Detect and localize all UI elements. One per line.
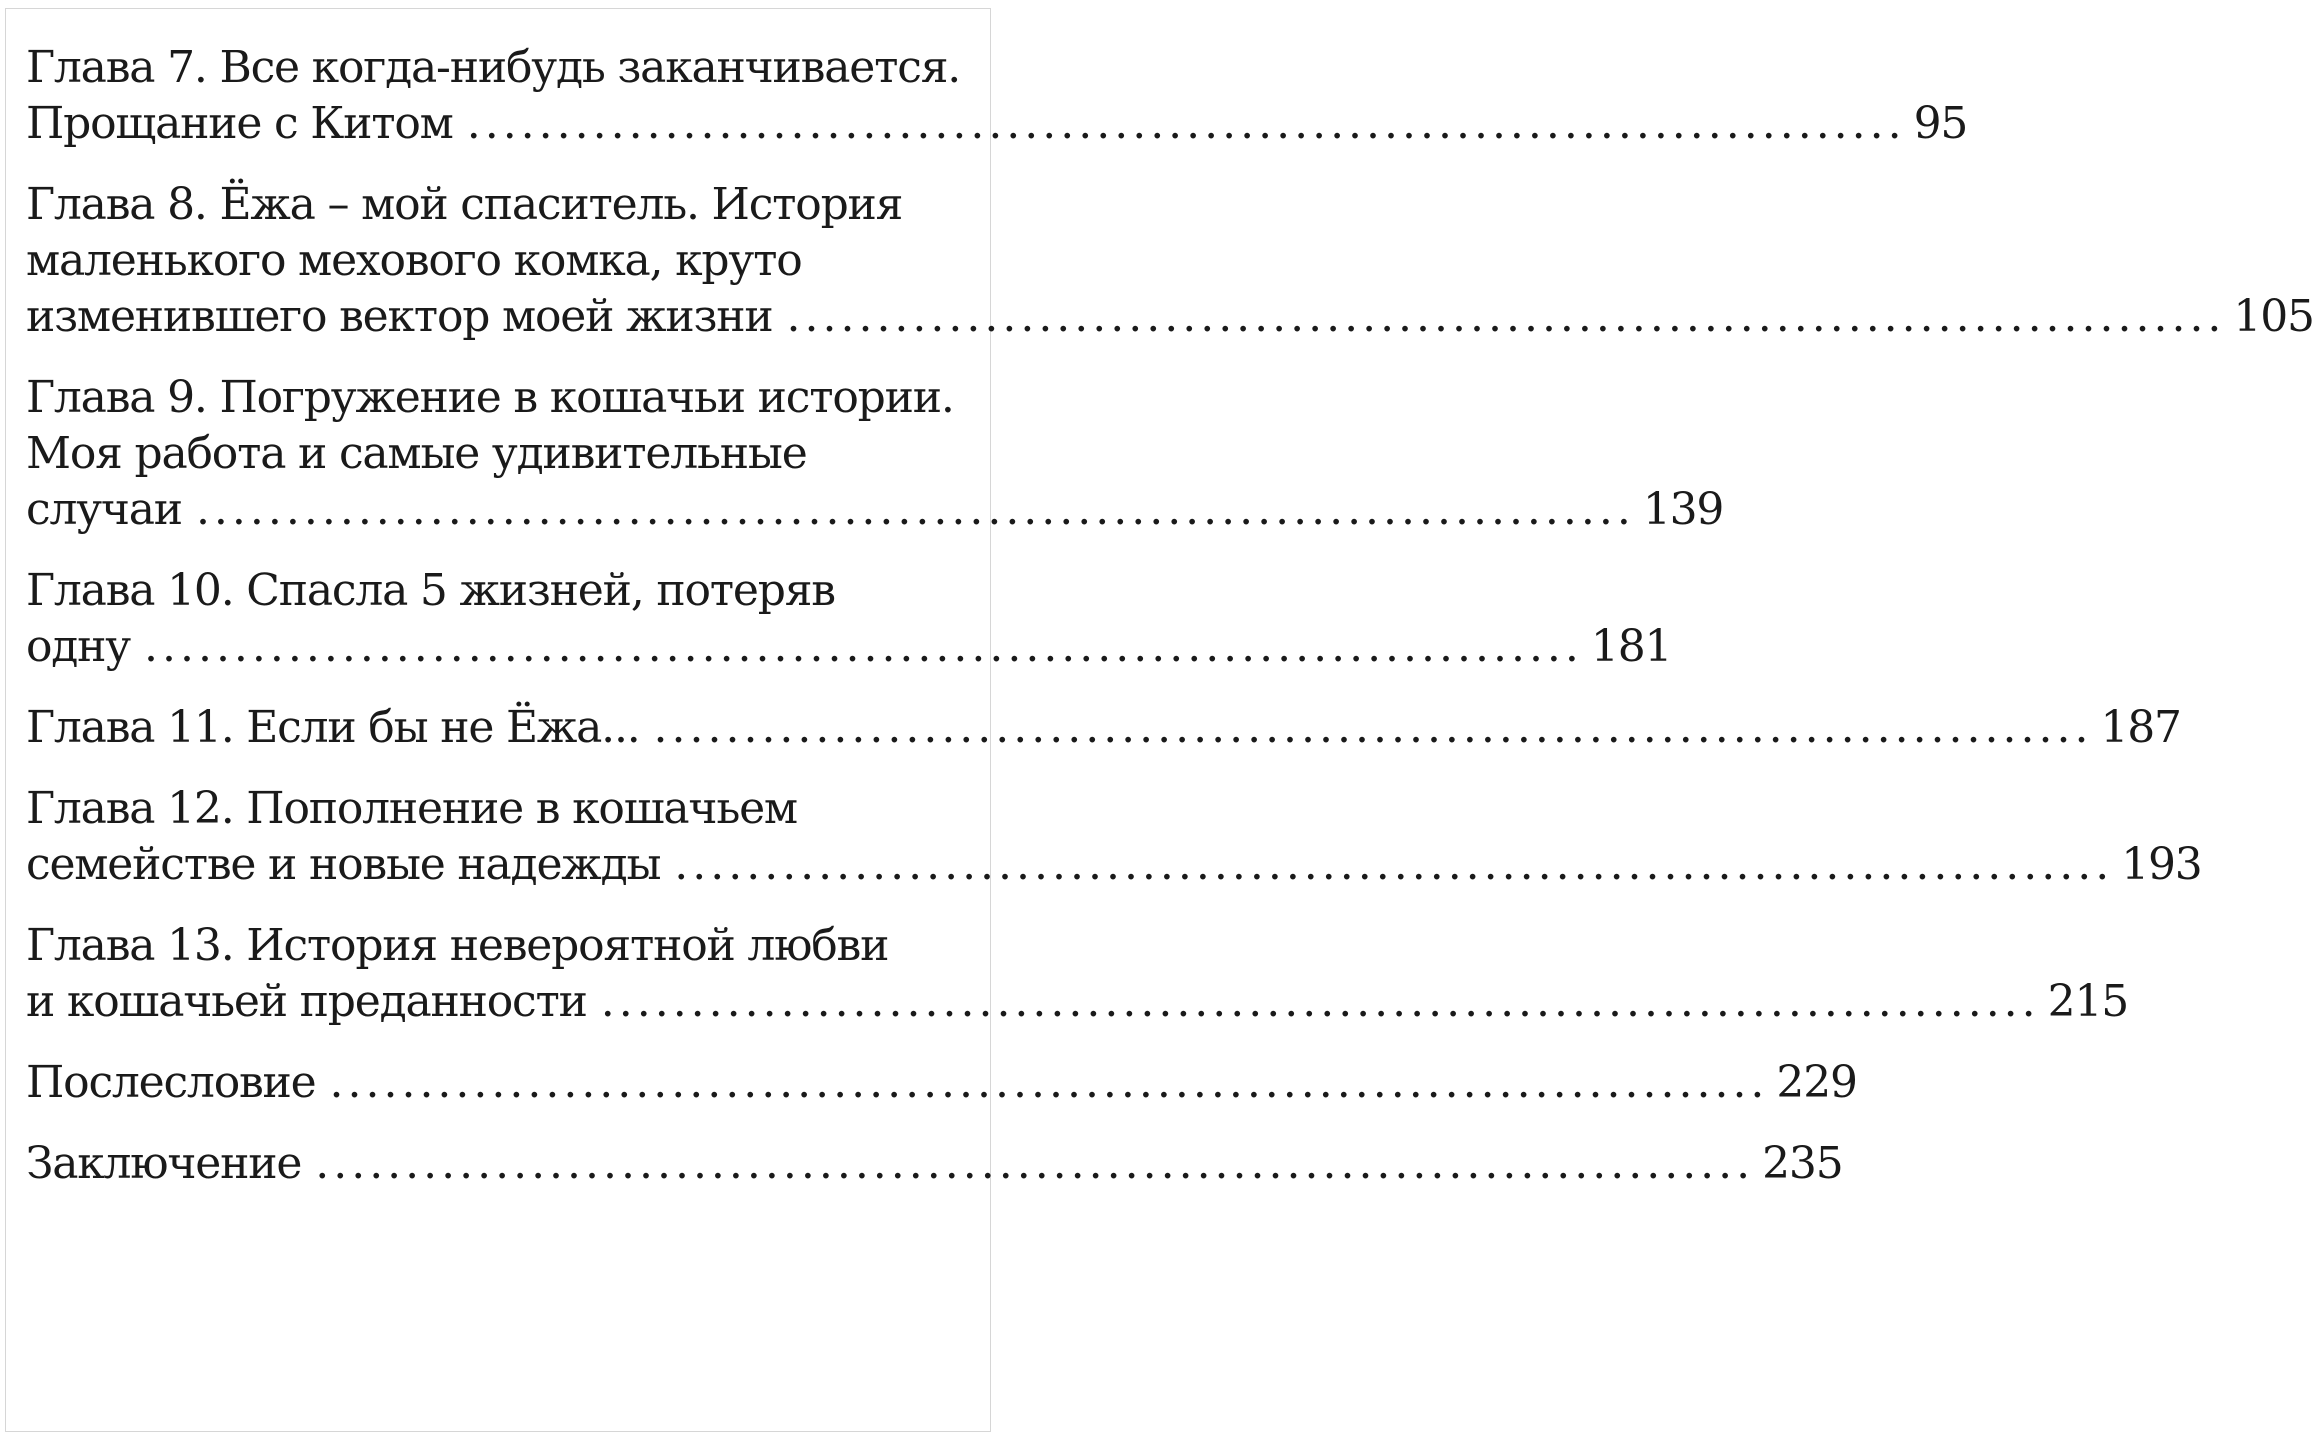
toc-entry-final-line xyxy=(26,96,1968,152)
book-page xyxy=(5,8,2314,1432)
toc-entry-chapter-12 xyxy=(26,781,2202,893)
dot-leader: ................................................................................ xyxy=(600,976,2040,1027)
toc-entry-chapter-13 xyxy=(26,918,2129,1030)
toc-entry-chapter-11 xyxy=(26,700,2181,756)
toc-entry-title-line: Глава 9. Погружение в кошачьи истории. xyxy=(26,372,954,423)
toc-entry-chapter-7 xyxy=(26,40,1968,152)
toc-entry-title-line: Глава 12. Пополнение в кошачьем xyxy=(26,783,797,834)
toc-entry-title-line: изменившего вектор моей жизни xyxy=(26,291,773,342)
toc-entry-final-line xyxy=(26,1136,1843,1192)
toc-entry-title-line: маленького мехового комка, круто xyxy=(26,235,802,286)
toc-entry-title-line: Моя работа и самые удивительные xyxy=(26,428,807,479)
toc-entry-final-line xyxy=(26,289,2314,345)
toc-entry-title-line: случаи xyxy=(26,484,182,535)
toc-entry-conclusion xyxy=(26,1136,1843,1192)
toc-entry-final-line xyxy=(26,974,2129,1030)
dot-leader: ................................................................................ xyxy=(653,702,2093,753)
toc-entry-title-line: Глава 7. Все когда-нибудь заканчивается. xyxy=(26,42,961,93)
toc-page-number: 187 xyxy=(2100,702,2181,753)
toc-page-number: 193 xyxy=(2121,839,2202,890)
toc-entry-chapter-9 xyxy=(26,370,1724,538)
dot-leader: ................................................................................ xyxy=(466,98,1906,149)
toc-page-number: 229 xyxy=(1776,1057,1857,1108)
table-of-contents xyxy=(26,40,2314,1192)
toc-entry-title-line: Глава 8. Ёжа – мой спаситель. История xyxy=(26,179,903,230)
toc-entry-title-line: Глава 13. История невероятной любви xyxy=(26,920,889,971)
toc-entry-title-line: Послесловие xyxy=(26,1057,316,1108)
toc-entry-final-line xyxy=(26,482,1724,538)
toc-page-number: 105 xyxy=(2233,291,2314,342)
toc-entry-chapter-8 xyxy=(26,177,2314,345)
toc-entry-title-line: и кошачьей преданности xyxy=(26,976,587,1027)
toc-entry-final-line xyxy=(26,619,1672,675)
toc-page-number: 95 xyxy=(1913,98,1968,149)
toc-entry-title-line: Глава 10. Спасла 5 жизней, потеряв xyxy=(26,565,835,616)
toc-entry-final-line xyxy=(26,1055,1857,1111)
toc-entry-title-line: Глава 11. Если бы не Ёжа... xyxy=(26,702,640,753)
dot-leader: ................................................................................ xyxy=(786,291,2226,342)
toc-entry-chapter-10 xyxy=(26,563,1672,675)
toc-entry-title-line: одну xyxy=(26,621,130,672)
toc-page-number: 235 xyxy=(1762,1138,1843,1189)
toc-entry-final-line xyxy=(26,837,2202,893)
toc-entry-afterword xyxy=(26,1055,1857,1111)
toc-entry-title-line: Заключение xyxy=(26,1138,302,1189)
toc-page-number: 139 xyxy=(1642,484,1724,535)
toc-entry-title-line: Прощание с Китом xyxy=(26,98,453,149)
toc-page-number: 215 xyxy=(2047,976,2129,1027)
toc-entry-title-line: семействе и новые надежды xyxy=(26,839,661,890)
dot-leader: ................................................................................ xyxy=(144,621,1583,672)
toc-entry-final-line xyxy=(26,700,2181,756)
toc-page-number: 181 xyxy=(1590,621,1672,672)
dot-leader: ................................................................................ xyxy=(315,1138,1755,1189)
dot-leader: ................................................................................ xyxy=(329,1057,1769,1108)
dot-leader: ................................................................................ xyxy=(674,839,2114,890)
dot-leader: ................................................................................ xyxy=(195,484,1635,535)
